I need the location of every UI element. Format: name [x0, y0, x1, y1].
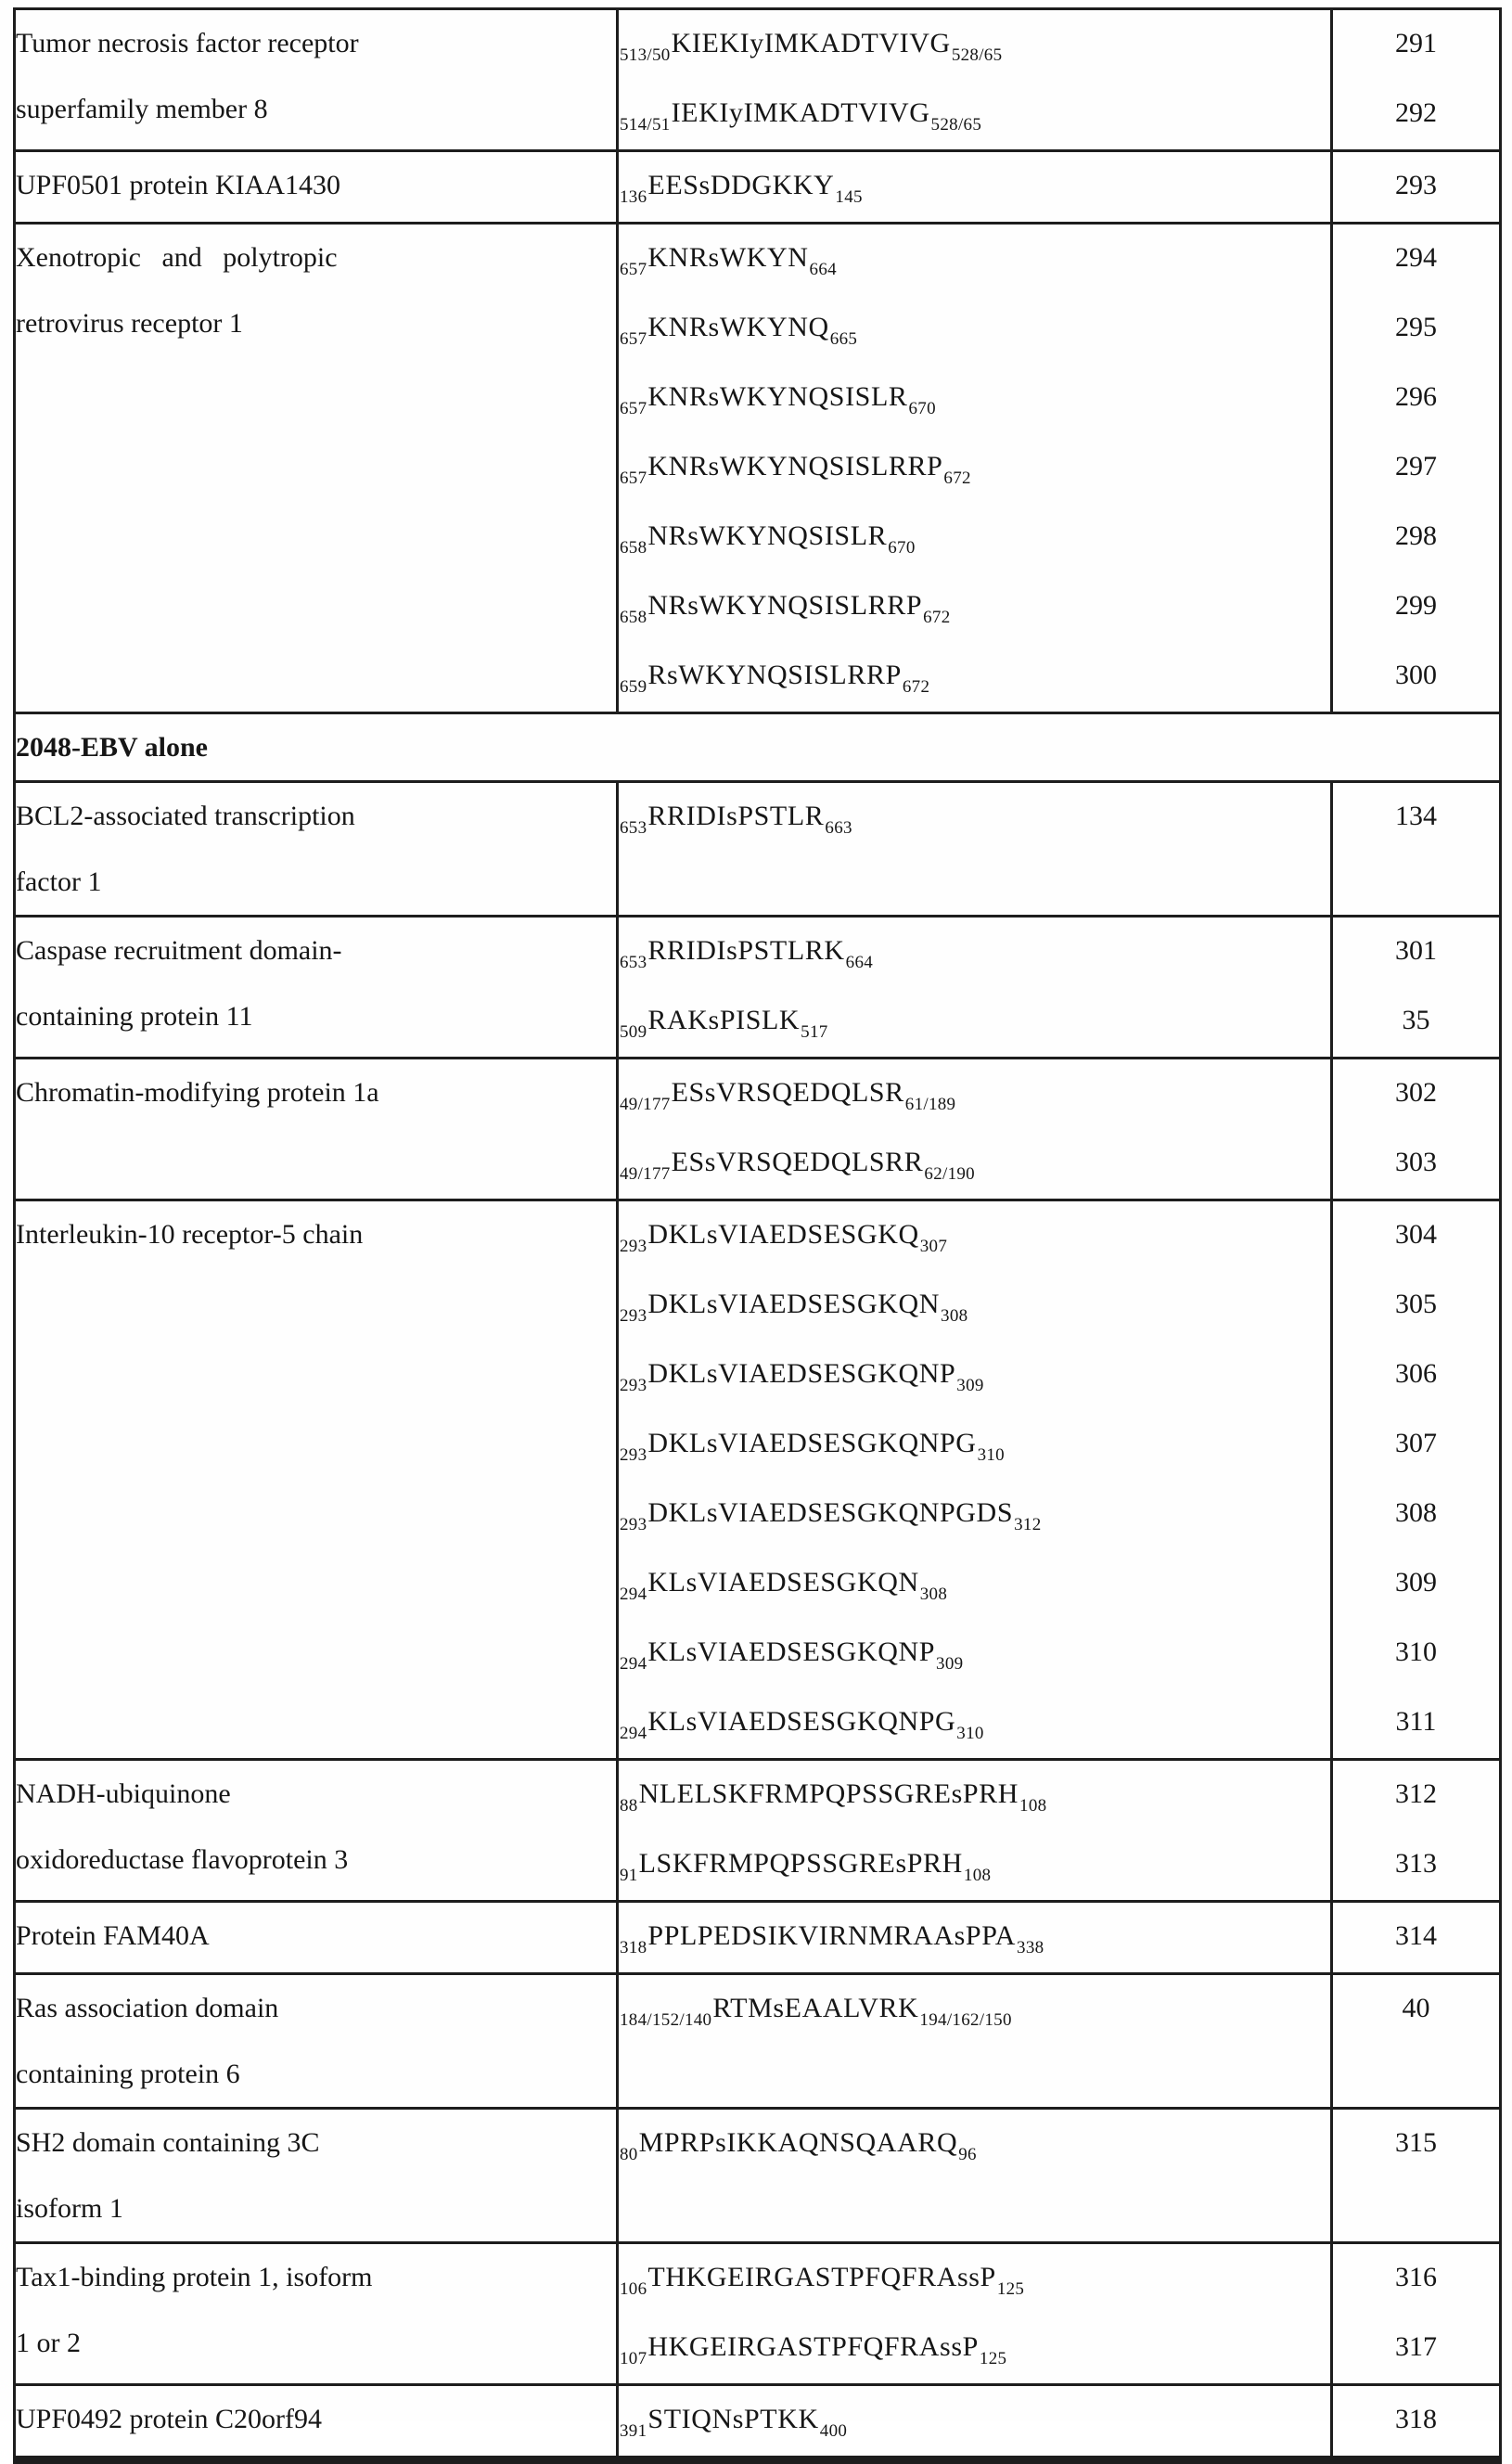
residue-start-subscript: 294 — [620, 1585, 647, 1604]
peptide-sequence-cell — [618, 572, 1332, 642]
residue-start-subscript: 80 — [620, 2145, 638, 2164]
peptide-sequence: RRIDIsPSTLRK — [647, 935, 845, 966]
section-header: 2048-EBV alone — [15, 713, 1501, 782]
protein-name-cell — [15, 1200, 618, 1760]
residue-end-subscript: 307 — [919, 1237, 948, 1256]
peptide-sequence: RsWKYNQSISLRRP — [647, 660, 902, 690]
seq-id-number: 296 — [1332, 364, 1501, 433]
residue-start-subscript: 293 — [620, 1515, 647, 1534]
peptide-sequence: NRsWKYNQSISLRRP — [647, 590, 923, 621]
residue-start-subscript: 658 — [620, 608, 647, 627]
peptide-sequence-cell — [618, 294, 1332, 364]
seq-id-number: 313 — [1332, 1830, 1501, 1902]
peptide-sequence-cell — [618, 1902, 1332, 1974]
peptide-sequence-cell — [618, 1549, 1332, 1619]
peptide-sequence-cell — [618, 1619, 1332, 1688]
residue-end-subscript: 309 — [936, 1654, 964, 1674]
peptide-sequence-cell — [618, 987, 1332, 1059]
residue-end-subscript: 672 — [943, 468, 971, 488]
peptide-sequence-cell — [618, 1480, 1332, 1549]
protein-name-cell — [15, 1902, 618, 1974]
protein-name-line: 1 or 2 — [16, 2328, 81, 2358]
peptide-sequence: THKGEIRGASTPFQFRAssP — [647, 2262, 996, 2292]
peptide-sequence: ESsVRSQEDQLSRR — [671, 1147, 924, 1177]
seq-id-number: 315 — [1332, 2109, 1501, 2243]
seq-id-number: 311 — [1332, 1688, 1501, 1760]
protein-name-line: NADH-ubiquinone — [16, 1778, 231, 1809]
peptide-sequence-cell — [618, 1200, 1332, 1272]
peptide-row — [15, 151, 1501, 224]
protein-name-line: Interleukin-10 receptor-5 chain — [16, 1219, 364, 1250]
protein-name-cell — [15, 2385, 618, 2460]
protein-name-cell — [15, 2109, 618, 2243]
peptide-sequence-cell — [618, 433, 1332, 503]
peptide-table-body — [15, 9, 1501, 2460]
peptide-row — [15, 1902, 1501, 1974]
peptide-sequence: NRsWKYNQSISLR — [647, 520, 888, 551]
peptide-sequence: KLsVIAEDSESGKQN — [647, 1567, 919, 1598]
seq-id-number: 307 — [1332, 1410, 1501, 1480]
residue-end-subscript: 672 — [923, 608, 951, 627]
peptide-sequence: DKLsVIAEDSESGKQNPGDS — [647, 1497, 1014, 1528]
peptide-sequence-cell — [618, 2314, 1332, 2385]
residue-end-subscript: 194/162/150 — [919, 2010, 1012, 2030]
peptide-sequence: PPLPEDSIKVIRNMRAAsPPA — [647, 1920, 1017, 1951]
residue-start-subscript: 49/177 — [620, 1095, 671, 1114]
seq-id-number: 317 — [1332, 2314, 1501, 2385]
protein-name-line: isoform 1 — [16, 2193, 123, 2224]
residue-end-subscript: 312 — [1014, 1515, 1042, 1534]
seq-id-number: 301 — [1332, 917, 1501, 988]
residue-start-subscript: 657 — [620, 260, 647, 279]
protein-name-line: Chromatin-modifying protein 1a — [16, 1077, 379, 1108]
protein-name-line: Protein FAM40A — [16, 1920, 210, 1951]
protein-name-line: Ras association domain — [16, 1993, 279, 2023]
seq-id-number: 299 — [1332, 572, 1501, 642]
residue-end-subscript: 62/190 — [924, 1164, 975, 1184]
protein-name-line: Tumor necrosis factor receptor — [16, 28, 359, 58]
seq-id-number: 291 — [1332, 9, 1501, 81]
residue-end-subscript: 145 — [835, 187, 863, 207]
peptide-sequence-cell — [618, 1688, 1332, 1760]
residue-start-subscript: 658 — [620, 538, 647, 558]
protein-name-line: UPF0501 protein KIAA1430 — [16, 170, 340, 200]
peptide-sequence: KNRsWKYNQSISLRRP — [647, 451, 943, 481]
seq-id-number: 297 — [1332, 433, 1501, 503]
protein-name-cell — [15, 782, 618, 917]
peptide-sequence-cell — [618, 782, 1332, 917]
residue-start-subscript: 184/152/140 — [620, 2010, 712, 2030]
residue-end-subscript: 670 — [908, 399, 936, 418]
residue-start-subscript: 509 — [620, 1022, 647, 1042]
protein-name-line: UPF0492 protein C20orf94 — [16, 2404, 322, 2434]
peptide-sequence: RAKsPISLK — [647, 1005, 801, 1035]
residue-start-subscript: 136 — [620, 187, 647, 207]
residue-end-subscript: 125 — [979, 2349, 1007, 2368]
peptide-sequence: RRIDIsPSTLR — [647, 801, 825, 831]
residue-end-subscript: 108 — [1019, 1796, 1047, 1816]
seq-id-number: 298 — [1332, 503, 1501, 572]
protein-name-cell — [15, 1974, 618, 2109]
peptide-sequence-cell — [618, 1059, 1332, 1130]
peptide-sequence: KNRsWKYNQ — [647, 312, 829, 342]
seq-id-number: 309 — [1332, 1549, 1501, 1619]
residue-start-subscript: 293 — [620, 1376, 647, 1395]
peptide-sequence-cell — [618, 1830, 1332, 1902]
residue-start-subscript: 657 — [620, 468, 647, 488]
protein-name-cell — [15, 151, 618, 224]
peptide-sequence: EESsDDGKKY — [647, 170, 835, 200]
peptide-sequence-cell — [618, 9, 1332, 81]
peptide-sequence-cell — [618, 1129, 1332, 1200]
peptide-row — [15, 782, 1501, 917]
residue-end-subscript: 672 — [902, 677, 930, 697]
peptide-row — [15, 2385, 1501, 2460]
protein-name-cell — [15, 224, 618, 713]
section-row — [15, 713, 1501, 782]
peptide-sequence-cell — [618, 80, 1332, 151]
peptide-sequence-cell — [618, 2243, 1332, 2315]
residue-end-subscript: 308 — [941, 1306, 968, 1326]
peptide-sequence-cell — [618, 1974, 1332, 2109]
residue-start-subscript: 107 — [620, 2349, 647, 2368]
residue-end-subscript: 338 — [1017, 1938, 1044, 1957]
peptide-sequence: KNRsWKYNQSISLR — [647, 381, 908, 412]
residue-end-subscript: 96 — [958, 2145, 977, 2164]
seq-id-number: 310 — [1332, 1619, 1501, 1688]
peptide-row — [15, 2243, 1501, 2315]
peptide-row — [15, 1760, 1501, 1831]
residue-end-subscript: 528/65 — [951, 45, 1003, 65]
peptide-sequence: KNRsWKYN — [647, 242, 809, 273]
seq-id-number: 35 — [1332, 987, 1501, 1059]
seq-id-number: 294 — [1332, 224, 1501, 295]
peptide-sequence-cell — [618, 1341, 1332, 1410]
residue-start-subscript: 657 — [620, 399, 647, 418]
peptide-sequence: DKLsVIAEDSESGKQN — [647, 1289, 941, 1319]
seq-id-number: 40 — [1332, 1974, 1501, 2109]
residue-end-subscript: 664 — [809, 260, 837, 279]
protein-name-line: BCL2-associated transcription — [16, 801, 355, 831]
residue-end-subscript: 665 — [829, 329, 858, 349]
protein-name-line: Caspase recruitment domain- — [16, 935, 342, 966]
residue-end-subscript: 309 — [956, 1376, 984, 1395]
protein-name-line: SH2 domain containing 3C — [16, 2127, 320, 2158]
peptide-sequence: LSKFRMPQPSSGREsPRH — [638, 1848, 963, 1879]
residue-end-subscript: 308 — [919, 1585, 948, 1604]
peptide-sequence-cell — [618, 151, 1332, 224]
peptide-sequence-cell — [618, 503, 1332, 572]
residue-end-subscript: 670 — [888, 538, 916, 558]
seq-id-number: 300 — [1332, 642, 1501, 713]
residue-start-subscript: 49/177 — [620, 1164, 671, 1184]
seq-id-number: 316 — [1332, 2243, 1501, 2315]
residue-end-subscript: 108 — [963, 1866, 992, 1885]
residue-end-subscript: 310 — [956, 1724, 984, 1743]
residue-end-subscript: 528/65 — [930, 115, 982, 135]
protein-name-cell — [15, 917, 618, 1059]
seq-id-number: 293 — [1332, 151, 1501, 224]
seq-id-number: 305 — [1332, 1271, 1501, 1341]
peptide-table — [13, 7, 1502, 2464]
protein-name-cell — [15, 2243, 618, 2385]
peptide-sequence: HKGEIRGASTPFQFRAssP — [647, 2331, 979, 2362]
protein-name-line: Tax1-binding protein 1, isoform — [16, 2262, 373, 2292]
residue-end-subscript: 517 — [801, 1022, 828, 1042]
seq-id-number: 318 — [1332, 2385, 1501, 2460]
peptide-sequence-cell — [618, 917, 1332, 988]
residue-start-subscript: 106 — [620, 2279, 647, 2299]
peptide-row — [15, 1200, 1501, 1272]
protein-name-line: factor 1 — [16, 866, 102, 897]
peptide-row — [15, 917, 1501, 988]
peptide-sequence: KLsVIAEDSESGKQNPG — [647, 1706, 956, 1737]
peptide-sequence: ESsVRSQEDQLSR — [671, 1077, 904, 1108]
peptide-sequence: NLELSKFRMPQPSSGREsPRH — [638, 1778, 1019, 1809]
peptide-sequence: MPRPsIKKAQNSQAARQ — [638, 2127, 958, 2158]
peptide-sequence: DKLsVIAEDSESGKQ — [647, 1219, 919, 1250]
residue-start-subscript: 659 — [620, 677, 647, 697]
protein-name-cell — [15, 9, 618, 151]
peptide-row — [15, 2109, 1501, 2243]
peptide-row — [15, 224, 1501, 295]
residue-end-subscript: 400 — [819, 2421, 848, 2441]
peptide-sequence-cell — [618, 364, 1332, 433]
residue-start-subscript: 294 — [620, 1654, 647, 1674]
peptide-sequence: DKLsVIAEDSESGKQNP — [647, 1358, 956, 1389]
peptide-sequence-cell — [618, 1271, 1332, 1341]
residue-start-subscript: 657 — [620, 329, 647, 349]
seq-id-number: 303 — [1332, 1129, 1501, 1200]
peptide-row — [15, 1059, 1501, 1130]
residue-start-subscript: 91 — [620, 1866, 638, 1885]
peptide-sequence-cell — [618, 224, 1332, 295]
residue-start-subscript: 293 — [620, 1237, 647, 1256]
residue-start-subscript: 318 — [620, 1938, 647, 1957]
residue-start-subscript: 513/50 — [620, 45, 671, 65]
residue-start-subscript: 88 — [620, 1796, 638, 1816]
peptide-sequence: IEKIyIMKADTVIVG — [671, 97, 930, 128]
seq-id-number: 312 — [1332, 1760, 1501, 1831]
residue-start-subscript: 293 — [620, 1306, 647, 1326]
peptide-sequence: STIQNsPTKK — [647, 2404, 819, 2434]
protein-name-line: Xenotropic and polytropic — [16, 242, 338, 273]
protein-name-cell — [15, 1760, 618, 1902]
residue-end-subscript: 125 — [996, 2279, 1025, 2299]
residue-end-subscript: 310 — [977, 1445, 1005, 1465]
peptide-sequence-cell — [618, 1410, 1332, 1480]
seq-id-number: 306 — [1332, 1341, 1501, 1410]
residue-start-subscript: 514/51 — [620, 115, 671, 135]
residue-start-subscript: 653 — [620, 818, 647, 838]
protein-name-line: containing protein 6 — [16, 2059, 240, 2089]
peptide-sequence-cell — [618, 2385, 1332, 2460]
peptide-sequence: RTMsEAALVRK — [712, 1993, 919, 2023]
residue-start-subscript: 391 — [620, 2421, 647, 2441]
residue-start-subscript: 294 — [620, 1724, 647, 1743]
residue-end-subscript: 663 — [825, 818, 852, 838]
seq-id-number: 302 — [1332, 1059, 1501, 1130]
peptide-row — [15, 1974, 1501, 2109]
peptide-sequence: KLsVIAEDSESGKQNP — [647, 1636, 936, 1667]
seq-id-number: 295 — [1332, 294, 1501, 364]
seq-id-number: 314 — [1332, 1902, 1501, 1974]
protein-name-line: retrovirus receptor 1 — [16, 308, 243, 339]
residue-start-subscript: 653 — [620, 953, 647, 972]
protein-name-line: superfamily member 8 — [16, 94, 268, 124]
peptide-sequence-cell — [618, 2109, 1332, 2243]
peptide-row — [15, 9, 1501, 81]
peptide-sequence-cell — [618, 642, 1332, 713]
seq-id-number: 304 — [1332, 1200, 1501, 1272]
peptide-sequence-cell — [618, 1760, 1332, 1831]
seq-id-number: 308 — [1332, 1480, 1501, 1549]
peptide-sequence: KIEKIyIMKADTVIVG — [671, 28, 951, 58]
protein-name-line: containing protein 11 — [16, 1001, 253, 1032]
residue-start-subscript: 293 — [620, 1445, 647, 1465]
protein-name-cell — [15, 1059, 618, 1200]
seq-id-number: 292 — [1332, 80, 1501, 151]
residue-end-subscript: 61/189 — [904, 1095, 956, 1114]
seq-id-number: 134 — [1332, 782, 1501, 917]
protein-name-line: oxidoreductase flavoprotein 3 — [16, 1844, 349, 1875]
residue-end-subscript: 664 — [845, 953, 874, 972]
peptide-sequence: DKLsVIAEDSESGKQNPG — [647, 1428, 977, 1458]
